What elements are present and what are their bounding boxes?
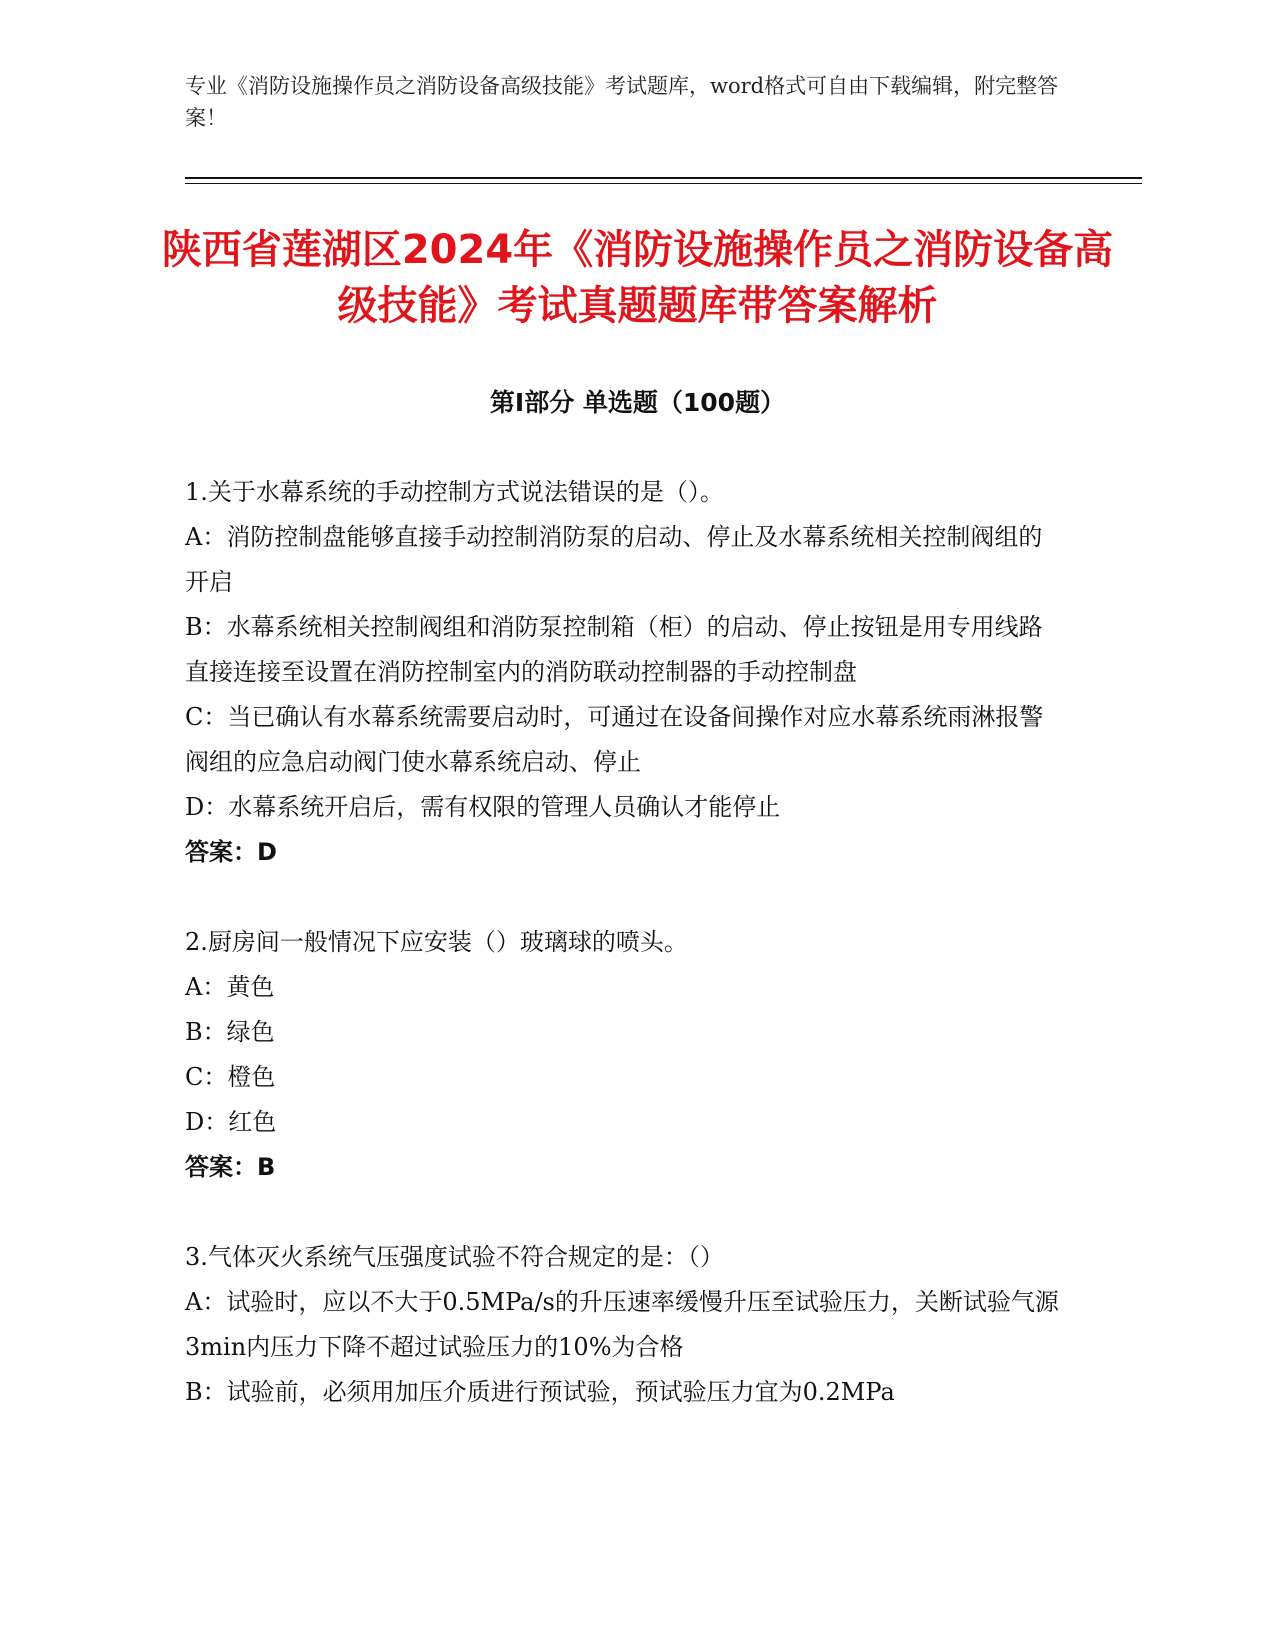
option-a: A：消防控制盘能够直接手动控制消防泵的启动、停止及水幕系统相关控制阀组的开启 bbox=[185, 523, 1043, 596]
answer: 答案：D bbox=[185, 838, 277, 866]
document-title: 陕西省莲湖区2024年《消防设施操作员之消防设备高级技能》考试真题题库带答案解析 bbox=[161, 227, 1114, 329]
header-divider-thin bbox=[185, 183, 1142, 184]
section-title: 第Ⅰ部分 单选题（100题） bbox=[489, 388, 786, 417]
question-stem: 1.关于水幕系统的手动控制方式说法错误的是（）。 bbox=[185, 478, 724, 506]
question-stem: 3.气体灭火系统气压强度试验不符合规定的是：（） bbox=[185, 1243, 724, 1271]
answer: 答案：B bbox=[185, 1153, 276, 1181]
question-1 bbox=[185, 470, 1065, 875]
option-a: A：黄色 bbox=[185, 973, 275, 1001]
option-d: D：水幕系统开启后，需有权限的管理人员确认才能停止 bbox=[185, 793, 781, 821]
option-b: B：水幕系统相关控制阀组和消防泵控制箱（柜）的启动、停止按钮是用专用线路直接连接至设置在消防控制室内的消防联动控制器的手动控制盘 bbox=[185, 613, 1043, 686]
question-2 bbox=[185, 920, 1065, 1190]
option-c: C：当已确认有水幕系统需要启动时，可通过在设备间操作对应水幕系统雨淋报警阀组的应急启动阀门使水幕系统启动、停止 bbox=[185, 703, 1044, 776]
header-divider-thick bbox=[185, 177, 1142, 179]
option-b: B：绿色 bbox=[185, 1018, 275, 1046]
option-d: D：红色 bbox=[185, 1108, 277, 1136]
header-note: 专业《消防设施操作员之消防设备高级技能》考试题库，word格式可自由下载编辑，附完整答案！ bbox=[185, 74, 1059, 130]
option-c: C：橙色 bbox=[185, 1063, 276, 1091]
option-b: B：试验前，必须用加压介质进行预试验，预试验压力宜为0.2MPa bbox=[185, 1378, 895, 1406]
question-list bbox=[185, 470, 1065, 1460]
question-3 bbox=[185, 1235, 1065, 1415]
option-a: A：试验时，应以不大于0.5MPa/s的升压速率缓慢升压至试验压力，关断试验气源3min内压力下降不超过试验压力的10%为合格 bbox=[185, 1288, 1059, 1361]
question-stem: 2.厨房间一般情况下应安装（）玻璃球的喷头。 bbox=[185, 928, 688, 956]
